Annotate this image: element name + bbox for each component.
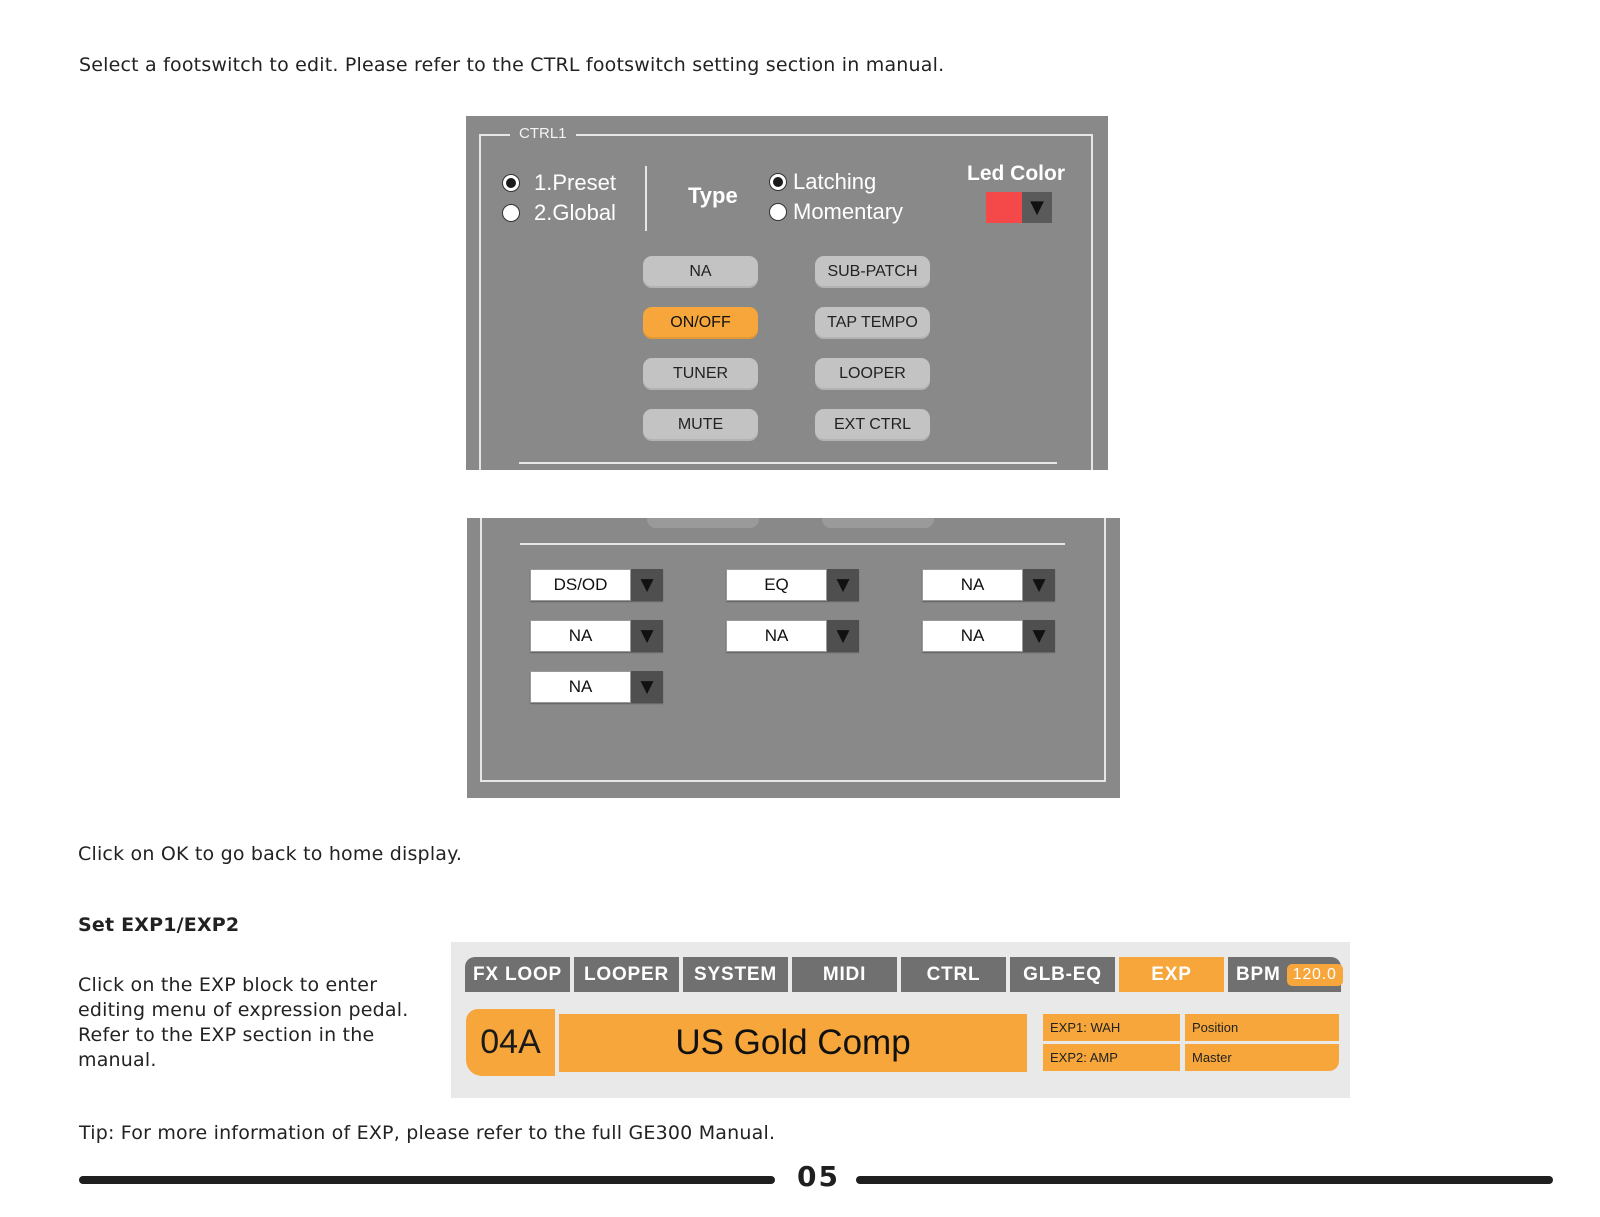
function-button-tuner[interactable]: TUNER [643,358,758,390]
function-button-on-off[interactable]: ON/OFF [643,307,758,339]
ctrl-frame-label: CTRL1 [510,125,576,142]
led-color-swatch [986,192,1022,223]
dropdown-arrow-icon: ▼ [631,569,663,601]
dropdown-arrow-icon: ▼ [827,620,859,652]
slot-dropdown-4[interactable] [530,620,663,652]
type-option-label: Momentary [793,199,904,224]
page-number: 05 [797,1160,840,1193]
function-button-tap-tempo[interactable]: TAP TEMPO [815,307,930,339]
function-button-mute[interactable]: MUTE [643,409,758,441]
ctrl-settings-panel [466,116,1108,470]
scope-option-global[interactable] [502,200,616,226]
slot-dropdown-3[interactable] [922,569,1055,601]
function-button-ext-ctrl[interactable]: EXT CTRL [815,409,930,441]
radio-latching[interactable] [769,173,787,191]
type-option-momentary[interactable] [769,199,903,225]
tab-midi[interactable]: MIDI [792,957,897,992]
radio-momentary[interactable] [769,203,787,221]
dropdown-arrow-icon: ▼ [631,620,663,652]
dropdown-arrow-icon: ▼ [1022,192,1052,223]
slot-dropdown-value: NA [726,620,827,652]
dropdown-arrow-icon: ▼ [827,569,859,601]
footer-rule-right [856,1176,1553,1184]
function-button-sub-patch[interactable]: SUB-PATCH [815,256,930,288]
slot-dropdown-value: NA [922,620,1023,652]
divider [645,166,647,231]
radio-global[interactable] [502,204,520,222]
tip-text: Tip: For more information of EXP, please refer to the full GE300 Manual. [79,1122,776,1144]
type-label: Type [688,183,738,208]
exp1-parameter[interactable]: Position [1185,1014,1339,1041]
radio-preset[interactable] [502,174,520,192]
section-divider [520,543,1065,545]
bpm-label: BPM [1236,963,1281,985]
exp-body-text: Click on the EXP block to enter editing menu of expression pedal. Refer to the EXP section in the manual. [78,974,409,1071]
patch-name: US Gold Comp [559,1014,1027,1072]
ctrl-slot-panel [467,518,1120,798]
tab-looper[interactable]: LOOPER [574,957,679,992]
tab-glb-eq[interactable]: GLB-EQ [1010,957,1115,992]
slot-dropdown-value: EQ [726,569,827,601]
exp2-assignment[interactable]: EXP2: AMP [1043,1044,1180,1071]
tab-exp[interactable]: EXP [1119,957,1224,992]
type-option-latching[interactable] [769,169,876,195]
slot-dropdown-value: NA [530,620,631,652]
slot-dropdown-1[interactable] [530,569,663,601]
slot-dropdown-value: DS/OD [530,569,631,601]
scope-option-label: 1.Preset [534,170,616,195]
footer-rule-left [79,1176,775,1184]
exp-heading: Set EXP1/EXP2 [78,914,240,936]
dropdown-arrow-icon: ▼ [1023,569,1055,601]
slot-dropdown-2[interactable] [726,569,859,601]
slot-dropdown-5[interactable] [726,620,859,652]
type-option-label: Latching [793,169,877,194]
led-color-select[interactable] [986,192,1052,223]
slot-dropdown-value: NA [922,569,1023,601]
slot-dropdown-value: NA [530,671,631,703]
patch-number: 04A [466,1009,555,1076]
section-divider [519,462,1057,464]
scope-option-label: 2.Global [534,200,616,225]
bpm-display[interactable] [1228,957,1341,992]
slot-dropdown-6[interactable] [922,620,1055,652]
exp-screenshot [451,942,1350,1098]
intro-text: Select a footswitch to edit. Please refer to the CTRL footswitch setting section in manual. [79,54,945,76]
function-button-na[interactable]: NA [643,256,758,288]
dropdown-arrow-icon: ▼ [1023,620,1055,652]
scope-option-preset[interactable] [502,170,616,196]
ok-instruction: Click on OK to go back to home display. [78,843,463,865]
led-color-label: Led Color [967,162,1065,185]
bpm-value: 120.0 [1287,964,1343,986]
tab-system[interactable]: SYSTEM [683,957,788,992]
tab-ctrl[interactable]: CTRL [901,957,1006,992]
exp1-assignment[interactable]: EXP1: WAH [1043,1014,1180,1041]
tab-fx-loop[interactable]: FX LOOP [465,957,570,992]
function-button-looper[interactable]: LOOPER [815,358,930,390]
dropdown-arrow-icon: ▼ [631,671,663,703]
slot-dropdown-7[interactable] [530,671,663,703]
exp2-parameter[interactable]: Master [1185,1044,1339,1071]
